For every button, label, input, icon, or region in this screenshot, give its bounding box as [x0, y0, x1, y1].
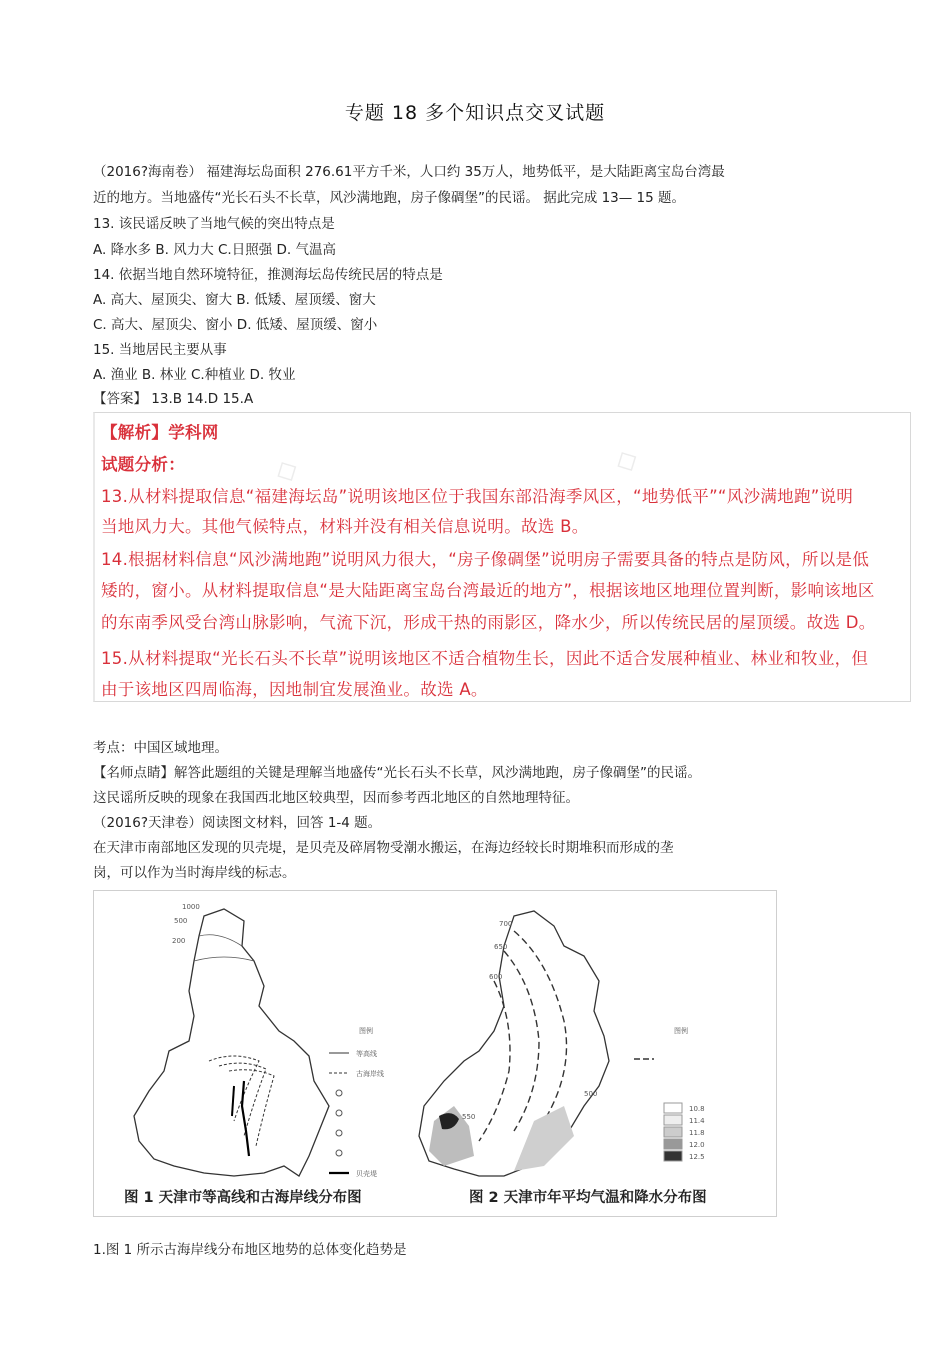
- analysis-line: 13.从材料提取信息“福建海坛岛”说明该地区位于我国东部沿海季风区，“地势低平”“风沙满地跑”说明: [101, 487, 854, 506]
- analysis-heading: 【解析】学科网: [101, 423, 219, 442]
- map2-temp-legend: 12.0: [689, 1141, 705, 1149]
- map2-precip-label: 650: [494, 943, 508, 951]
- watermark-decoration: ◇: [268, 449, 304, 490]
- material-paragraph-line-2: 岗，可以作为当时海岸线的标志。: [93, 865, 296, 881]
- map2-temp-legend: 12.5: [689, 1153, 705, 1161]
- figure-2-caption: 图 2 天津市年平均气温和降水分布图: [469, 1190, 707, 1206]
- map-figure: [93, 890, 777, 1217]
- question-14-options-cd: C. 高大、屋顶尖、窗小 D. 低矮、屋顶缓、窗小: [93, 317, 378, 333]
- question-13-options: A. 降水多 B. 风力大 C.日照强 D. 气温高: [93, 242, 336, 258]
- analysis-line: 的东南季风受台湾山脉影响，气流下沉，形成干热的雨影区，降水少，所以传统民居的屋顶缓。故选 D。: [101, 613, 876, 632]
- analysis-line: 矮的，窗小。从材料提取信息“是大陆距离宝岛台湾最近的地方”，根据该地区地理位置判断，影响该地区: [101, 581, 875, 600]
- analysis-box: [93, 412, 911, 702]
- map1-contour-label: 1000: [182, 903, 200, 911]
- map1-legend-contour: 等高线: [356, 1050, 377, 1058]
- question-14: 14. 依据当地自然环境特征，推测海坛岛传统民居的特点是: [93, 267, 443, 283]
- figure-1-caption: 图 1 天津市等高线和古海岸线分布图: [124, 1190, 362, 1206]
- material-paragraph-line-1: 在天津市南部地区发现的贝壳堤，是贝壳及碎屑物受潮水搬运，在海边经较长时期堆积而形成的垄: [93, 840, 674, 856]
- page-title: 专题 18 多个知识点交叉试题: [344, 102, 606, 124]
- analysis-subheading: 试题分析：: [101, 455, 185, 474]
- analysis-line: 15.从材料提取“光长石头不长草”说明该地区不适合植物生长，因此不适合发展种植业、林业和牧业，但: [101, 649, 869, 668]
- key-point: 考点：中国区域地理。: [93, 740, 228, 756]
- map2-temp-legend: 11.4: [689, 1117, 705, 1125]
- tianjin-maps: [94, 891, 776, 1216]
- question-15-options: A. 渔业 B. 林业 C.种植业 D. 牧业: [93, 367, 296, 383]
- map1-legend-coastline: 古海岸线: [356, 1070, 384, 1078]
- map1-contour-label: 200: [172, 937, 186, 945]
- map2-temp-legend: 10.8: [689, 1105, 705, 1113]
- map1-legend-shellbank: 贝壳堤: [356, 1170, 377, 1178]
- analysis-line: 14.根据材料信息“风沙满地跑”说明风力很大，“房子像碉堡”说明房子需要具备的特点是防风，所以是低: [101, 550, 870, 569]
- map1-legend-title: 图例: [359, 1027, 373, 1035]
- answer-line: 【答案】 13.B 14.D 15.A: [93, 391, 254, 407]
- map2-precip-label: 600: [489, 973, 503, 981]
- question-intro-line-2: 近的地方。当地盛传“光长石头不长草，风沙满地跑，房子像碉堡”的民谣。 据此完成 13— 15 题。: [93, 190, 686, 206]
- teacher-tip-line-2: 这民谣所反映的现象在我国西北地区较典型，因而参考西北地区的自然地理特征。: [93, 790, 579, 806]
- map2-precip-label: 500: [584, 1090, 598, 1098]
- analysis-line: 当地风力大。其他气候特点，材料并没有相关信息说明。故选 B。: [101, 517, 589, 536]
- map2-temp-legend: 11.8: [689, 1129, 705, 1137]
- source-line: （2016?天津卷）阅读图文材料，回答 1-4 题。: [93, 815, 382, 831]
- watermark-decoration: ◇: [608, 439, 644, 480]
- map2-legend-title: 图例: [674, 1027, 688, 1035]
- question-1: 1.图 1 所示古海岸线分布地区地势的总体变化趋势是: [93, 1242, 407, 1258]
- map1-contour-label: 500: [174, 917, 188, 925]
- teacher-tip-line-1: 【名师点睛】解答此题组的关键是理解当地盛传“光长石头不长草，风沙满地跑，房子像碉堡”的民谣。: [93, 765, 701, 781]
- map2-precip-label: 550: [462, 1113, 476, 1121]
- map2-precip-label: 700: [499, 920, 513, 928]
- question-13: 13. 该民谣反映了当地气候的突出特点是: [93, 216, 335, 232]
- question-15: 15. 当地居民主要从事: [93, 342, 227, 358]
- analysis-line: 由于该地区四周临海，因地制宜发展渔业。故选 A。: [101, 680, 488, 699]
- question-14-options-ab: A. 高大、屋顶尖、窗大 B. 低矮、屋顶缓、窗大: [93, 292, 376, 308]
- question-intro-line-1: （2016?海南卷） 福建海坛岛面积 276.61平方千米，人口约 35万人，地势低平，是大陆距离宝岛台湾最: [93, 164, 725, 180]
- map1-tianjin-outline: [134, 909, 329, 1176]
